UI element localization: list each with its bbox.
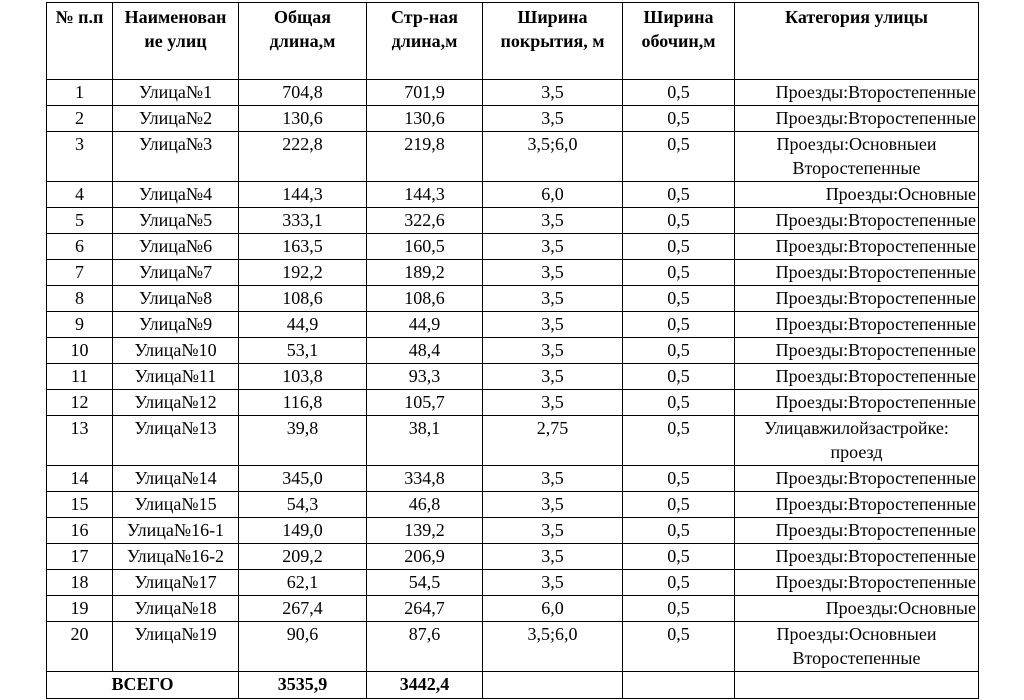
header-text-line: Стр-ная xyxy=(391,7,458,27)
category-text-line: Проезды:Второстепенные xyxy=(775,236,976,256)
header-text-line: длина,м xyxy=(269,31,336,51)
street-name-cell: Улица№5 xyxy=(113,208,239,234)
built-length-cell: 38,1 xyxy=(367,416,483,466)
category-text-line: Проезды:Второстепенные xyxy=(775,314,976,334)
surface-width-cell: 3,5 xyxy=(483,260,623,286)
shoulder-width-cell: 0,5 xyxy=(623,570,735,596)
surface-width-cell: 3,5 xyxy=(483,286,623,312)
street-category-cell xyxy=(735,390,979,416)
table-body xyxy=(47,80,979,699)
category-text-line: Проезды:Второстепенные xyxy=(775,108,976,128)
street-category-cell xyxy=(735,544,979,570)
street-name-cell: Улица№2 xyxy=(113,106,239,132)
row-number-cell: 6 xyxy=(47,234,113,260)
category-text-line: Проезды:Основные xyxy=(825,598,976,618)
row-number-cell: 13 xyxy=(47,416,113,466)
surface-width-cell: 3,5 xyxy=(483,390,623,416)
built-length-cell: 322,6 xyxy=(367,208,483,234)
row-number-cell: 15 xyxy=(47,492,113,518)
surface-width-cell: 6,0 xyxy=(483,596,623,622)
street-category-cell xyxy=(735,596,979,622)
header-text-line: № п.п xyxy=(55,7,104,27)
row-number-cell: 3 xyxy=(47,132,113,182)
header-street-category xyxy=(735,3,979,80)
streets-table xyxy=(46,2,979,699)
table-row xyxy=(47,260,979,286)
shoulder-width-cell: 0,5 xyxy=(623,208,735,234)
shoulder-width-cell: 0,5 xyxy=(623,182,735,208)
total-length-cell: 54,3 xyxy=(239,492,367,518)
street-category-cell xyxy=(735,208,979,234)
built-length-cell: 701,9 xyxy=(367,80,483,106)
total-length-cell: 222,8 xyxy=(239,132,367,182)
surface-width-cell: 3,5 xyxy=(483,234,623,260)
shoulder-width-cell: 0,5 xyxy=(623,492,735,518)
street-name-cell: Улица№11 xyxy=(113,364,239,390)
table-row xyxy=(47,182,979,208)
street-name-cell: Улица№8 xyxy=(113,286,239,312)
total-length-cell: 704,8 xyxy=(239,80,367,106)
row-number-cell: 20 xyxy=(47,622,113,672)
row-number-cell: 5 xyxy=(47,208,113,234)
shoulder-width-cell: 0,5 xyxy=(623,390,735,416)
built-length-cell: 130,6 xyxy=(367,106,483,132)
street-category-cell xyxy=(735,570,979,596)
street-name-cell: Улица№7 xyxy=(113,260,239,286)
table-row xyxy=(47,286,979,312)
shoulder-width-cell: 0,5 xyxy=(623,364,735,390)
shoulder-width-cell: 0,5 xyxy=(623,106,735,132)
street-name-cell: Улица№10 xyxy=(113,338,239,364)
total-length-cell: 192,2 xyxy=(239,260,367,286)
category-text-line: Проезды:Основные xyxy=(825,184,976,204)
street-name-cell: Улица№13 xyxy=(113,416,239,466)
total-length-cell: 44,9 xyxy=(239,312,367,338)
table-row xyxy=(47,234,979,260)
street-category-cell xyxy=(735,286,979,312)
table-row xyxy=(47,466,979,492)
category-text-line: Проезды:Второстепенные xyxy=(775,468,976,488)
category-text-line: Проезды:Второстепенные xyxy=(775,494,976,514)
category-text-line: проезд xyxy=(830,442,883,462)
surface-width-cell: 3,5 xyxy=(483,518,623,544)
street-name-cell: Улица№14 xyxy=(113,466,239,492)
header-number xyxy=(47,3,113,80)
built-sum-cell: 3442,4 xyxy=(367,672,483,699)
total-length-cell: 90,6 xyxy=(239,622,367,672)
row-number-cell: 9 xyxy=(47,312,113,338)
built-length-cell: 44,9 xyxy=(367,312,483,338)
category-text-line: Проезды:Второстепенные xyxy=(775,366,976,386)
table-row xyxy=(47,622,979,672)
row-number-cell: 7 xyxy=(47,260,113,286)
table-row xyxy=(47,544,979,570)
table-row xyxy=(47,132,979,182)
surface-width-cell: 3,5;6,0 xyxy=(483,622,623,672)
shoulder-width-cell: 0,5 xyxy=(623,622,735,672)
surface-width-cell: 3,5 xyxy=(483,364,623,390)
street-category-cell xyxy=(735,260,979,286)
built-length-cell: 139,2 xyxy=(367,518,483,544)
built-length-cell: 48,4 xyxy=(367,338,483,364)
street-category-cell xyxy=(735,338,979,364)
built-length-cell: 144,3 xyxy=(367,182,483,208)
row-number-cell: 10 xyxy=(47,338,113,364)
surface-width-cell: 6,0 xyxy=(483,182,623,208)
header-text-line: длина,м xyxy=(391,31,458,51)
shoulder-width-cell: 0,5 xyxy=(623,80,735,106)
table-row xyxy=(47,208,979,234)
total-length-cell: 149,0 xyxy=(239,518,367,544)
row-number-cell: 16 xyxy=(47,518,113,544)
row-number-cell: 14 xyxy=(47,466,113,492)
category-text-line: Проезды:Второстепенные xyxy=(775,262,976,282)
category-text-line: Проезды:Второстепенные xyxy=(775,546,976,566)
total-length-cell: 345,0 xyxy=(239,466,367,492)
built-length-cell: 219,8 xyxy=(367,132,483,182)
shoulder-width-cell: 0,5 xyxy=(623,338,735,364)
shoulder-width-cell: 0,5 xyxy=(623,544,735,570)
header-text-line: Общая xyxy=(274,7,331,27)
shoulder-width-cell: 0,5 xyxy=(623,286,735,312)
category-text-line: Проезды:Основныеи xyxy=(776,624,937,644)
empty-total-cell xyxy=(623,672,735,699)
header-total-length xyxy=(239,3,367,80)
street-category-cell xyxy=(735,518,979,544)
street-name-cell: Улица№18 xyxy=(113,596,239,622)
surface-width-cell: 3,5 xyxy=(483,106,623,132)
shoulder-width-cell: 0,5 xyxy=(623,132,735,182)
street-name-cell: Улица№4 xyxy=(113,182,239,208)
row-number-cell: 4 xyxy=(47,182,113,208)
total-length-cell: 39,8 xyxy=(239,416,367,466)
table-row xyxy=(47,416,979,466)
table-row xyxy=(47,390,979,416)
shoulder-width-cell: 0,5 xyxy=(623,312,735,338)
surface-width-cell: 3,5 xyxy=(483,492,623,518)
category-text-line: Проезды:Второстепенные xyxy=(775,82,976,102)
total-length-cell: 62,1 xyxy=(239,570,367,596)
street-category-cell xyxy=(735,416,979,466)
header-surface-width xyxy=(483,3,623,80)
shoulder-width-cell: 0,5 xyxy=(623,466,735,492)
row-number-cell: 17 xyxy=(47,544,113,570)
street-category-cell xyxy=(735,492,979,518)
built-length-cell: 334,8 xyxy=(367,466,483,492)
street-name-cell: Улица№9 xyxy=(113,312,239,338)
surface-width-cell: 3,5 xyxy=(483,80,623,106)
header-row xyxy=(47,3,979,80)
built-length-cell: 46,8 xyxy=(367,492,483,518)
street-name-cell: Улица№15 xyxy=(113,492,239,518)
header-text-line: Категория улицы xyxy=(785,7,928,27)
street-category-cell xyxy=(735,132,979,182)
table-row xyxy=(47,364,979,390)
total-length-cell: 163,5 xyxy=(239,234,367,260)
category-text-line: Проезды:Основныеи xyxy=(776,134,937,154)
shoulder-width-cell: 0,5 xyxy=(623,518,735,544)
header-shoulder-width xyxy=(623,3,735,80)
header-text-line: обочин,м xyxy=(641,31,716,51)
table-row xyxy=(47,312,979,338)
category-text-line: Проезды:Второстепенные xyxy=(775,392,976,412)
street-category-cell xyxy=(735,466,979,492)
table-row xyxy=(47,596,979,622)
total-length-cell: 267,4 xyxy=(239,596,367,622)
street-category-cell xyxy=(735,312,979,338)
street-category-cell xyxy=(735,622,979,672)
surface-width-cell: 3,5 xyxy=(483,544,623,570)
built-length-cell: 264,7 xyxy=(367,596,483,622)
header-text-line: Наименован xyxy=(124,7,227,27)
shoulder-width-cell: 0,5 xyxy=(623,416,735,466)
total-label-cell: ВСЕГО xyxy=(47,672,239,699)
street-name-cell: Улица№3 xyxy=(113,132,239,182)
street-category-cell xyxy=(735,106,979,132)
total-length-cell: 333,1 xyxy=(239,208,367,234)
built-length-cell: 160,5 xyxy=(367,234,483,260)
table-row xyxy=(47,570,979,596)
row-number-cell: 11 xyxy=(47,364,113,390)
category-text-line: Второстепенные xyxy=(792,648,921,668)
table-row xyxy=(47,518,979,544)
street-name-cell: Улица№17 xyxy=(113,570,239,596)
table-row xyxy=(47,106,979,132)
row-number-cell: 18 xyxy=(47,570,113,596)
surface-width-cell: 2,75 xyxy=(483,416,623,466)
table-row xyxy=(47,338,979,364)
total-length-cell: 103,8 xyxy=(239,364,367,390)
table-row xyxy=(47,80,979,106)
street-name-cell: Улица№12 xyxy=(113,390,239,416)
street-name-cell: Улица№1 xyxy=(113,80,239,106)
empty-total-cell xyxy=(735,672,979,699)
street-name-cell: Улица№6 xyxy=(113,234,239,260)
total-length-cell: 209,2 xyxy=(239,544,367,570)
header-text-line: ие улиц xyxy=(144,31,207,51)
built-length-cell: 105,7 xyxy=(367,390,483,416)
table-row xyxy=(47,492,979,518)
category-text-line: Проезды:Второстепенные xyxy=(775,520,976,540)
total-length-cell: 130,6 xyxy=(239,106,367,132)
header-street-name xyxy=(113,3,239,80)
header-text-line: Ширина xyxy=(643,7,714,27)
built-length-cell: 54,5 xyxy=(367,570,483,596)
total-length-cell: 108,6 xyxy=(239,286,367,312)
street-name-cell: Улица№19 xyxy=(113,622,239,672)
street-category-cell xyxy=(735,234,979,260)
street-category-cell xyxy=(735,182,979,208)
header-text-line: Ширина xyxy=(517,7,588,27)
empty-total-cell xyxy=(483,672,623,699)
shoulder-width-cell: 0,5 xyxy=(623,234,735,260)
row-number-cell: 19 xyxy=(47,596,113,622)
built-length-cell: 93,3 xyxy=(367,364,483,390)
surface-width-cell: 3,5 xyxy=(483,208,623,234)
street-category-cell xyxy=(735,80,979,106)
street-name-cell: Улица№16-2 xyxy=(113,544,239,570)
surface-width-cell: 3,5 xyxy=(483,312,623,338)
category-text-line: Проезды:Второстепенные xyxy=(775,572,976,592)
total-length-cell: 144,3 xyxy=(239,182,367,208)
street-name-cell: Улица№16-1 xyxy=(113,518,239,544)
header-text-line: покрытия, м xyxy=(500,31,605,51)
surface-width-cell: 3,5;6,0 xyxy=(483,132,623,182)
built-length-cell: 108,6 xyxy=(367,286,483,312)
total-length-cell: 53,1 xyxy=(239,338,367,364)
category-text-line: Улицавжилойзастройке: xyxy=(764,418,949,438)
row-number-cell: 12 xyxy=(47,390,113,416)
built-length-cell: 206,9 xyxy=(367,544,483,570)
category-text-line: Проезды:Второстепенные xyxy=(775,288,976,308)
row-number-cell: 8 xyxy=(47,286,113,312)
surface-width-cell: 3,5 xyxy=(483,466,623,492)
surface-width-cell: 3,5 xyxy=(483,570,623,596)
total-row xyxy=(47,672,979,699)
shoulder-width-cell: 0,5 xyxy=(623,260,735,286)
category-text-line: Проезды:Второстепенные xyxy=(775,340,976,360)
total-length-cell: 116,8 xyxy=(239,390,367,416)
category-text-line: Проезды:Второстепенные xyxy=(775,210,976,230)
category-text-line: Второстепенные xyxy=(792,158,921,178)
built-length-cell: 87,6 xyxy=(367,622,483,672)
street-category-cell xyxy=(735,364,979,390)
header-built-length xyxy=(367,3,483,80)
total-sum-cell: 3535,9 xyxy=(239,672,367,699)
row-number-cell: 1 xyxy=(47,80,113,106)
built-length-cell: 189,2 xyxy=(367,260,483,286)
surface-width-cell: 3,5 xyxy=(483,338,623,364)
shoulder-width-cell: 0,5 xyxy=(623,596,735,622)
row-number-cell: 2 xyxy=(47,106,113,132)
